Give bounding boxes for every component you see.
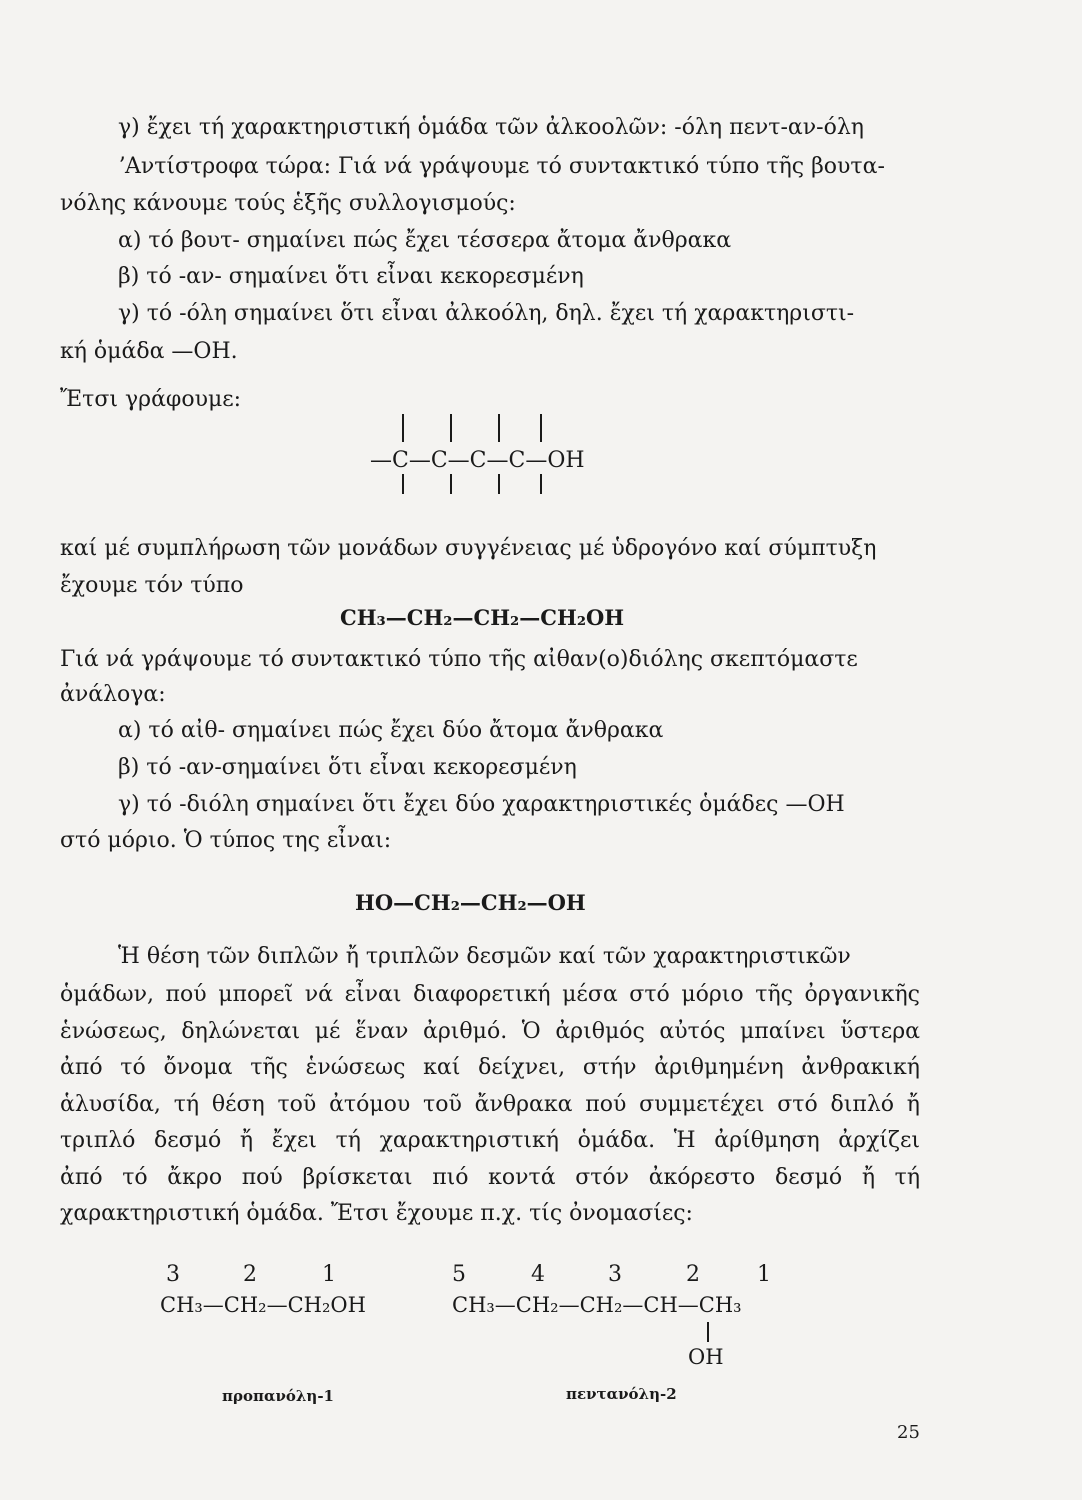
text-line: καί μέ συμπλήρωση τῶν μονάδων συγγένειας μέ ὑδρογόνο καί σύμπτυξη: [60, 536, 877, 561]
text-line: ἀνάλογα:: [60, 682, 166, 707]
oh-bond: [706, 1322, 710, 1342]
text-line: ἀπό τό ὄνομα τῆς ἑνώσεως καί δείχνει, στήν ἀριθμημένη ἀνθρακική: [60, 1055, 920, 1080]
text-line: τριπλό δεσμό ἤ ἔχει τή χαρακτηριστική ὁμάδα. Ἡ ἀρίθμηση ἀρχίζει: [60, 1128, 920, 1153]
skeleton-formula: —C—C—C—C—OH: [370, 448, 585, 473]
text-line: ὁμάδων, πού μπορεῖ νά εἶναι διαφορετική μέσα στό μόριο τῆς ὀργανικῆς: [60, 982, 920, 1007]
hydroxyl-group: OH: [688, 1345, 724, 1369]
ethanediol-formula: HO—CH₂—CH₂—OH: [355, 890, 586, 915]
carbon-number: 1: [757, 1262, 771, 1287]
propanol-formula: CH₃—CH₂—CH₂OH: [160, 1293, 366, 1317]
carbon-number: 2: [686, 1262, 700, 1287]
text-line: χαρακτηριστική ὁμάδα. Ἔτσι ἔχουμε π.χ. τίς ὀνομασίες:: [60, 1201, 693, 1226]
text-line: κή ὁμάδα —OH.: [60, 339, 238, 364]
text-line: στό μόριο. Ὁ τύπος της εἶναι:: [60, 828, 392, 853]
carbon-number: 3: [166, 1262, 180, 1287]
text-line: γ) τό -όλη σημαίνει ὅτι εἶναι ἀλκοόλη, δηλ. ἔχει τή χαρακτηριστι-: [118, 301, 855, 326]
butanol-formula: CH₃—CH₂—CH₂—CH₂OH: [340, 605, 625, 630]
carbon-number: 5: [452, 1262, 466, 1287]
text-line: β) τό -αν- σημαίνει ὅτι εἶναι κεκορεσμένη: [118, 264, 584, 289]
pentanol-formula: CH₃—CH₂—CH₂—CH—CH₃: [452, 1293, 742, 1317]
text-line: ʼΑντίστροφα τώρα: Γιά νά γράψουμε τό συντακτικό τύπο τῆς βουτα-: [118, 154, 885, 179]
text-line: β) τό -αν-σημαίνει ὅτι εἶναι κεκορεσμένη: [118, 755, 577, 780]
text-line: νόλης κάνουμε τούς ἑξῆς συλλογισμούς:: [60, 191, 516, 216]
propanol-name: προπανόλη-1: [222, 1387, 334, 1405]
text-line: ἔχουμε τόν τύπο: [60, 573, 244, 598]
carbon-number: 2: [243, 1262, 257, 1287]
text-line: γ) τό -διόλη σημαίνει ὅτι ἔχει δύο χαρακτηριστικές ὁμάδες —OH: [118, 792, 845, 817]
text-line: α) τό αἰθ- σημαίνει πώς ἔχει δύο ἄτομα ἄνθρακα: [118, 718, 664, 743]
carbon-number: 1: [322, 1262, 336, 1287]
text-line: Ἡ θέση τῶν διπλῶν ἤ τριπλῶν δεσμῶν καί τῶν χαρακτηριστικῶν: [118, 944, 851, 969]
text-line: Ἔτσι γράφουμε:: [60, 387, 242, 412]
text-line: ἑνώσεως, δηλώνεται μέ ἕναν ἀριθμό. Ὁ ἀριθμός αὐτός μπαίνει ὕστερα: [60, 1019, 920, 1044]
text-line: α) τό βουτ- σημαίνει πώς ἔχει τέσσερα ἄτομα ἄνθρακα: [118, 228, 732, 253]
carbon-number: 3: [608, 1262, 622, 1287]
page-number: 25: [897, 1422, 920, 1443]
carbon-number: 4: [531, 1262, 545, 1287]
text-line: ἀπό τό ἄκρο πού βρίσκεται πιό κοντά στόν ἀκόρεστο δεσμό ἤ τή: [60, 1165, 920, 1190]
text-line: Γιά νά γράψουμε τό συντακτικό τύπο τῆς αἰθαν(ο)διόλης σκεπτόμαστε: [60, 647, 858, 672]
pentanol-name: πεντανόλη-2: [566, 1385, 677, 1403]
text-line: ἁλυσίδα, τή θέση τοῦ ἀτόμου τοῦ ἄνθρακα πού συμμετέχει στό διπλό ἤ: [60, 1092, 920, 1117]
text-line: γ) ἔχει τή χαρακτηριστική ὁμάδα τῶν ἀλκοολῶν: -όλη πεντ-αν-όλη: [118, 115, 864, 140]
